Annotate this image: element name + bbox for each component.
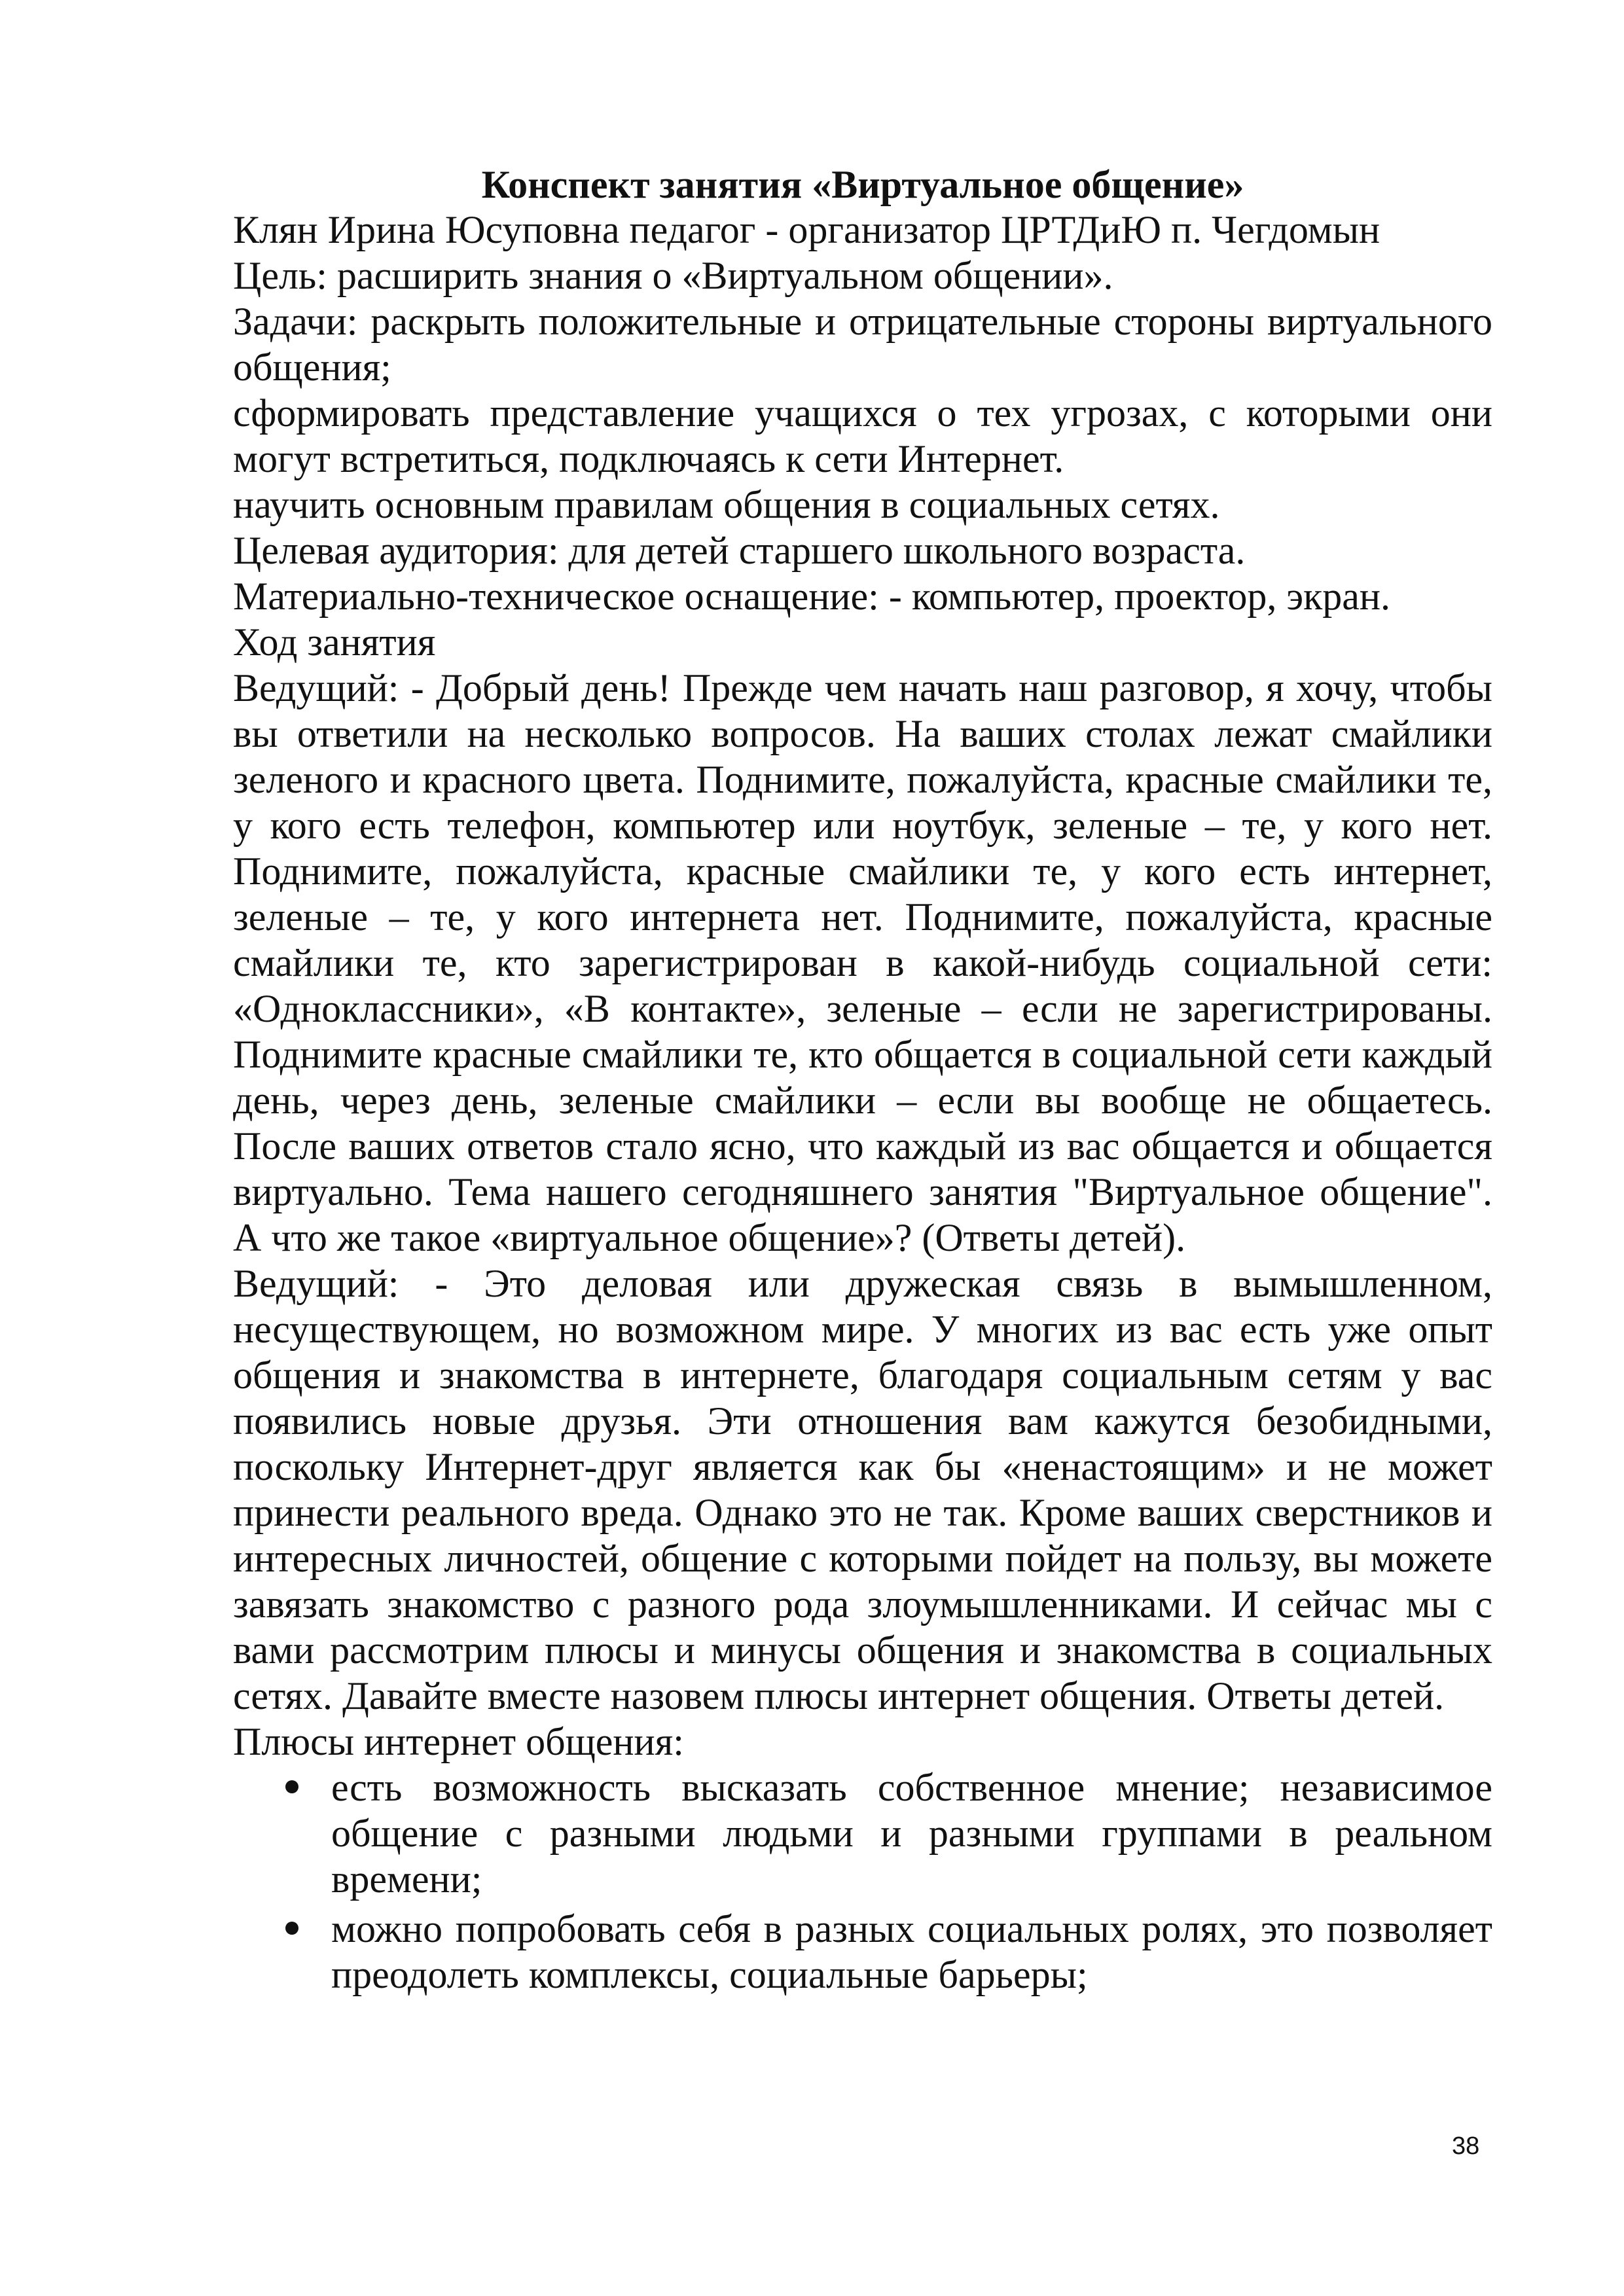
list-item [233,1906,1492,1998]
list-item-text: есть возможность высказать собственное мнение; независимое общение с разными людьми и разными группами в реальном времени; [331,1766,1492,1901]
task-item-rules: научить основным правилам общения в социальных сетях. [233,483,1220,526]
lesson-heading: Ход занятия [233,620,436,664]
document-page [233,149,1492,2001]
pluses-list [233,1765,1492,1998]
tasks-paragraph: Задачи: раскрыть положительные и отрицательные стороны виртуального общения; [233,300,1492,389]
equipment-paragraph: Материально-техническое оснащение: - компьютер, проектор, экран. [233,575,1391,618]
document-title: Конспект занятия «Виртуальное общение» [481,163,1244,206]
author-line: Клян Ирина Юсуповна педагог - организатор ЦРТДиЮ п. Чегдомын [233,208,1380,251]
host-intro-paragraph: Ведущий: - Добрый день! Прежде чем начать наш разговор, я хочу, чтобы вы ответили на несколько вопросов. На ваших столах лежат смайлики зеленого и красного цвета. Поднимите, пожалуйста, красные смайлики те, у кого есть телефон, компьютер или ноутбук, зеленые – те, у кого нет. Поднимите, пожалуйста, красные смайлики те, у кого есть интернет, зеленые – те, у кого интернета нет. Поднимите, пожалуйста, красные смайлики те, кто зарегистрирован в какой-нибудь социальной сети: «Одноклассники», «В контакте», зеленые – если не зарегистрированы. Поднимите красные смайлики те, кто общается в социальной сети каждый день, через день, зеленые смайлики – если вы вообще не общаетесь. После ваших ответов стало ясно, что каждый из вас общается и общается виртуально. Тема нашего сегодняшнего занятия "Виртуальное общение". А что же такое «виртуальное общение»? (Ответы детей). [233,666,1492,1259]
goal-paragraph: Цель: расширить знания о «Виртуальном общении». [233,254,1113,297]
list-item-text: можно попробовать себя в разных социальных ролях, это позволяет преодолеть комплексы, социальные барьеры; [331,1907,1492,1996]
task-item-threats: сформировать представление учащихся о тех угрозах, с которыми они могут встретиться, подключаясь к сети Интернет. [233,391,1492,480]
page-number: 38 [1452,2132,1480,2160]
list-item [233,1765,1492,1902]
bullet-dot-icon [285,1780,298,1793]
pluses-heading: Плюсы интернет общения: [233,1720,684,1763]
host-explanation-paragraph: Ведущий: - Это деловая или дружеская связь в вымышленном, несуществующем, но возможном мире. У многих из вас есть уже опыт общения и знакомства в интернете, благодаря социальным сетям у вас появились новые друзья. Эти отношения вам кажутся безобидными, поскольку Интернет-друг является как бы «ненастоящим» и не может принести реального вреда. Однако это не так. Кроме ваших сверстников и интересных личностей, общение с которыми пойдет на пользу, вы можете завязать знакомство с разного рода злоумышленниками. И сейчас мы с вами рассмотрим плюсы и минусы общения и знакомства в социальных сетях. Давайте вместе назовем плюсы интернет общения. Ответы детей. [233,1262,1492,1717]
audience-paragraph: Целевая аудитория: для детей старшего школьного возраста. [233,529,1246,572]
bullet-dot-icon [285,1922,298,1935]
